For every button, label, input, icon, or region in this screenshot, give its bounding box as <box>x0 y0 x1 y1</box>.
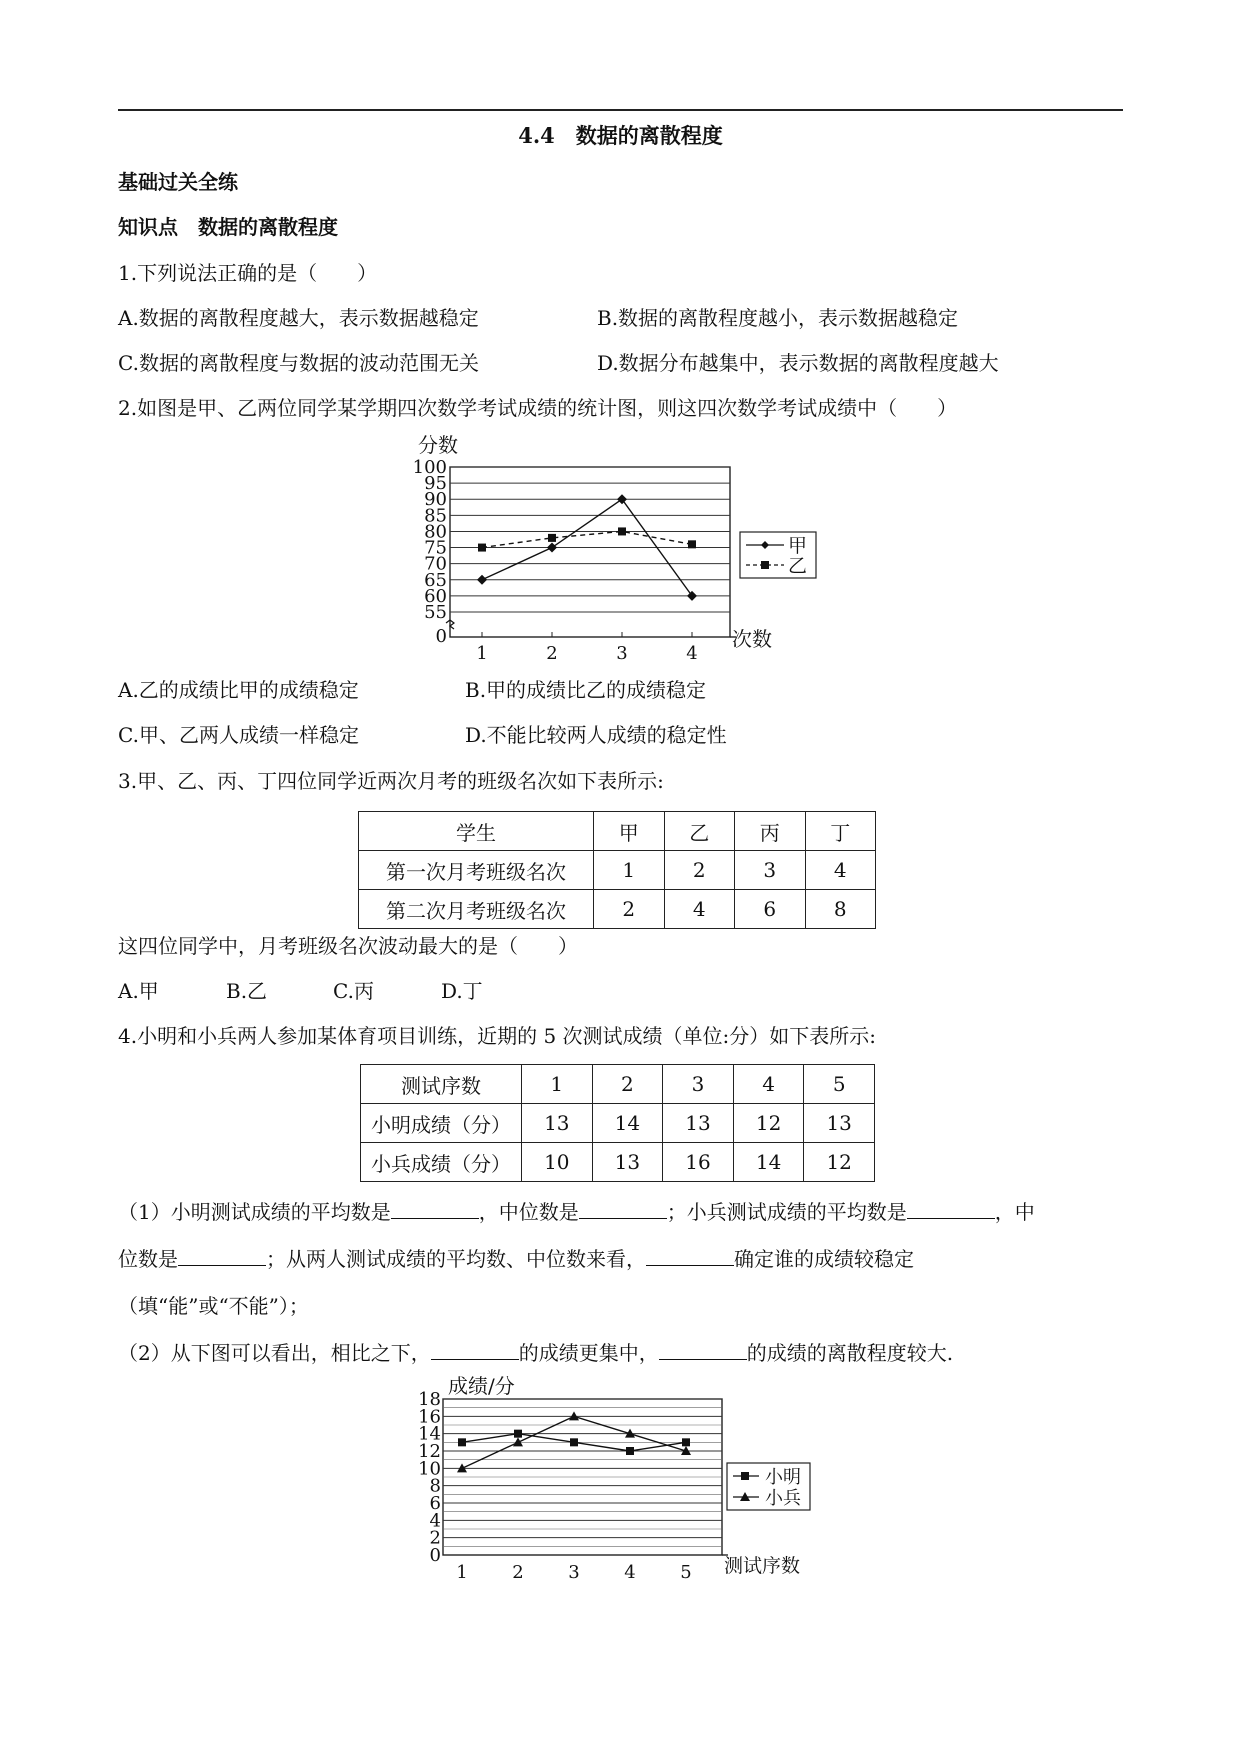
page-title: 4.4 数据的离散程度 <box>518 123 723 148</box>
q2-option-d: D.不能比较两人成绩的稳定性 <box>465 723 727 747</box>
q1-option-d: D.数据分布越集中，表示数据的离散程度越大 <box>597 351 999 375</box>
table-cell: 2 <box>594 890 665 929</box>
table-cell: 13 <box>663 1104 734 1143</box>
x-tick-label: 1 <box>456 1562 468 1583</box>
table-row <box>359 890 876 929</box>
data-point <box>513 1437 523 1446</box>
x-tick-label: 3 <box>568 1562 580 1583</box>
data-point <box>478 544 486 552</box>
table-cell: 13 <box>804 1104 875 1143</box>
section-title: 基础过关全练 <box>118 170 238 194</box>
q4-part1-text: ，中位数是 <box>478 1200 579 1224</box>
y-tick-label: 75 <box>424 537 447 559</box>
y-tick-label: 70 <box>424 553 447 575</box>
table-cell: 12 <box>804 1143 875 1182</box>
q4-part1-hint: （填“能”或“不能”）； <box>118 1294 309 1318</box>
answer-blank-more-dispersed[interactable] <box>659 1341 747 1360</box>
y-tick-label: 10 <box>418 1458 441 1480</box>
y-tick-label: 95 <box>424 473 447 495</box>
data-point <box>682 1438 690 1446</box>
data-point <box>477 575 487 585</box>
q2-stem: 2.如图是甲、乙两位同学某学期四次数学考试成绩的统计图，则这四次数学考试成绩中（ ） <box>118 396 958 420</box>
table-cell: 小兵成绩（分） <box>361 1143 522 1182</box>
x-tick-label: 3 <box>616 643 628 664</box>
y-tick-label: 60 <box>424 585 447 607</box>
q3-option-c: C.丙 <box>333 979 374 1003</box>
legend-label: 小兵 <box>765 1488 801 1509</box>
table-cell: 8 <box>805 890 876 929</box>
data-point <box>547 543 557 553</box>
table-header-cell: 丙 <box>735 812 806 851</box>
data-point <box>626 1447 634 1455</box>
legend-label: 甲 <box>788 535 808 557</box>
data-point <box>688 540 696 548</box>
y-tick-label: 80 <box>424 521 447 543</box>
q1-option-c: C.数据的离散程度与数据的波动范围无关 <box>118 351 479 375</box>
answer-blank-can-determine[interactable] <box>646 1247 734 1266</box>
q3-rank-table <box>358 811 876 929</box>
y-tick-label: 16 <box>418 1406 441 1428</box>
table-cell: 16 <box>663 1143 734 1182</box>
data-point <box>617 494 627 504</box>
q4-part2-text: 的成绩更集中， <box>518 1341 659 1365</box>
table-header-cell: 测试序数 <box>361 1065 522 1104</box>
q4-part2-text: 的成绩的离散程度较大. <box>746 1341 954 1365</box>
table-header-cell: 2 <box>592 1065 663 1104</box>
answer-blank-xiaoming-mean[interactable] <box>391 1200 479 1219</box>
table-row <box>361 1104 875 1143</box>
q2-option-c: C.甲、乙两人成绩一样稳定 <box>118 723 359 747</box>
legend-label: 乙 <box>788 555 808 577</box>
table-header-cell: 4 <box>733 1065 804 1104</box>
y-tick-label: 65 <box>424 569 447 591</box>
table-cell: 4 <box>664 890 735 929</box>
y-tick-label: 85 <box>424 505 447 527</box>
q3-stem: 3.甲、乙、丙、丁四位同学近两次月考的班级名次如下表所示: <box>118 769 664 793</box>
answer-blank-xiaobing-mean[interactable] <box>907 1200 995 1219</box>
table-header-cell: 学生 <box>359 812 594 851</box>
table-header-cell: 1 <box>522 1065 593 1104</box>
x-tick-label: 2 <box>546 643 558 664</box>
y-tick-label: 100 <box>412 457 447 478</box>
q4-score-table <box>360 1064 875 1182</box>
y-tick-label: 0 <box>429 1545 441 1566</box>
series-line <box>482 531 692 547</box>
data-point <box>687 591 697 601</box>
score-line-chart-2 <box>405 1372 805 1583</box>
q2-option-b: B.甲的成绩比乙的成绩稳定 <box>465 678 707 702</box>
q1-stem: 1.下列说法正确的是（ ） <box>118 261 378 285</box>
table-cell: 第一次月考班级名次 <box>359 851 594 890</box>
x-tick-label: 2 <box>512 1562 524 1583</box>
table-cell: 10 <box>522 1143 593 1182</box>
y-tick-label: 55 <box>424 602 447 623</box>
y-tick-label: 14 <box>418 1423 441 1445</box>
table-cell: 14 <box>592 1104 663 1143</box>
table-cell: 2 <box>664 851 735 890</box>
y-tick-label: 12 <box>418 1441 441 1462</box>
q3-option-d: D.丁 <box>441 979 483 1003</box>
answer-blank-xiaoming-median[interactable] <box>579 1200 667 1219</box>
q4-part1-line2 <box>118 1247 914 1271</box>
score-line-chart-1 <box>400 430 830 664</box>
q3-question: 这四位同学中，月考班级名次波动最大的是（ ） <box>118 934 578 958</box>
table-cell: 14 <box>733 1143 804 1182</box>
table-row <box>359 851 876 890</box>
y-tick-label: 8 <box>429 1475 441 1497</box>
q4-part2-line <box>118 1341 953 1365</box>
table-cell: 13 <box>592 1143 663 1182</box>
q3-option-a: A.甲 <box>118 979 159 1003</box>
y-tick-label: 0 <box>435 626 447 647</box>
y-tick-label: 18 <box>418 1389 441 1410</box>
answer-blank-more-concentrated[interactable] <box>431 1341 519 1360</box>
q4-part1-text: 确定谁的成绩较稳定 <box>734 1247 914 1271</box>
table-cell: 12 <box>733 1104 804 1143</box>
table-header-cell: 丁 <box>805 812 876 851</box>
table-row <box>361 1143 875 1182</box>
q1-option-a: A.数据的离散程度越大，表示数据越稳定 <box>118 306 479 330</box>
table-cell: 第二次月考班级名次 <box>359 890 594 929</box>
table-cell: 1 <box>594 851 665 890</box>
q4-part1-text: 位数是 <box>118 1247 178 1271</box>
data-point <box>570 1438 578 1446</box>
q3-option-b: B.乙 <box>226 979 268 1003</box>
table-cell: 3 <box>735 851 806 890</box>
legend-marker <box>741 1472 749 1480</box>
y-axis-label: 成绩/分 <box>448 1374 515 1398</box>
q4-part1-line1 <box>118 1200 1035 1224</box>
q4-part1-text: （1）小明测试成绩的平均数是 <box>118 1200 391 1224</box>
data-point <box>514 1430 522 1438</box>
y-tick-label: 4 <box>429 1510 441 1532</box>
answer-blank-xiaobing-median[interactable] <box>178 1247 266 1266</box>
q1-option-b: B.数据的离散程度越小，表示数据越稳定 <box>597 306 959 330</box>
table-cell: 6 <box>735 890 806 929</box>
subsection-title: 知识点 数据的离散程度 <box>118 215 338 239</box>
x-axis-label: 测试序数 <box>724 1555 801 1577</box>
q4-part1-text: ；小兵测试成绩的平均数是 <box>666 1200 907 1224</box>
table-header-cell: 5 <box>804 1065 875 1104</box>
table-header-cell: 甲 <box>594 812 665 851</box>
y-tick-label: 90 <box>424 489 447 511</box>
header-rule <box>118 109 1123 111</box>
table-header-cell: 乙 <box>664 812 735 851</box>
data-point <box>458 1438 466 1446</box>
y-tick-label: 2 <box>429 1527 441 1549</box>
q4-part1-text: ，中 <box>994 1200 1035 1224</box>
x-tick-label: 5 <box>680 1562 692 1583</box>
x-axis-label: 次数 <box>732 627 772 651</box>
y-tick-label: 6 <box>429 1493 441 1514</box>
x-tick-label: 4 <box>686 643 698 664</box>
x-tick-label: 1 <box>476 643 488 664</box>
legend-label: 小明 <box>765 1467 801 1488</box>
x-tick-label: 4 <box>624 1562 636 1583</box>
q2-option-a: A.乙的成绩比甲的成绩稳定 <box>118 678 359 702</box>
y-axis-label: 分数 <box>418 433 458 457</box>
table-cell: 小明成绩（分） <box>361 1104 522 1143</box>
table-cell: 4 <box>805 851 876 890</box>
q4-stem: 4.小明和小兵两人参加某体育项目训练，近期的 5 次测试成绩（单位:分）如下表所示: <box>118 1024 876 1048</box>
legend-marker <box>761 561 769 569</box>
data-point <box>548 534 556 542</box>
table-cell: 13 <box>522 1104 593 1143</box>
table-header-cell: 3 <box>663 1065 734 1104</box>
q4-part2-text: （2）从下图可以看出，相比之下， <box>118 1341 431 1365</box>
data-point <box>618 527 626 535</box>
q4-part1-text: ；从两人测试成绩的平均数、中位数来看， <box>266 1247 646 1271</box>
